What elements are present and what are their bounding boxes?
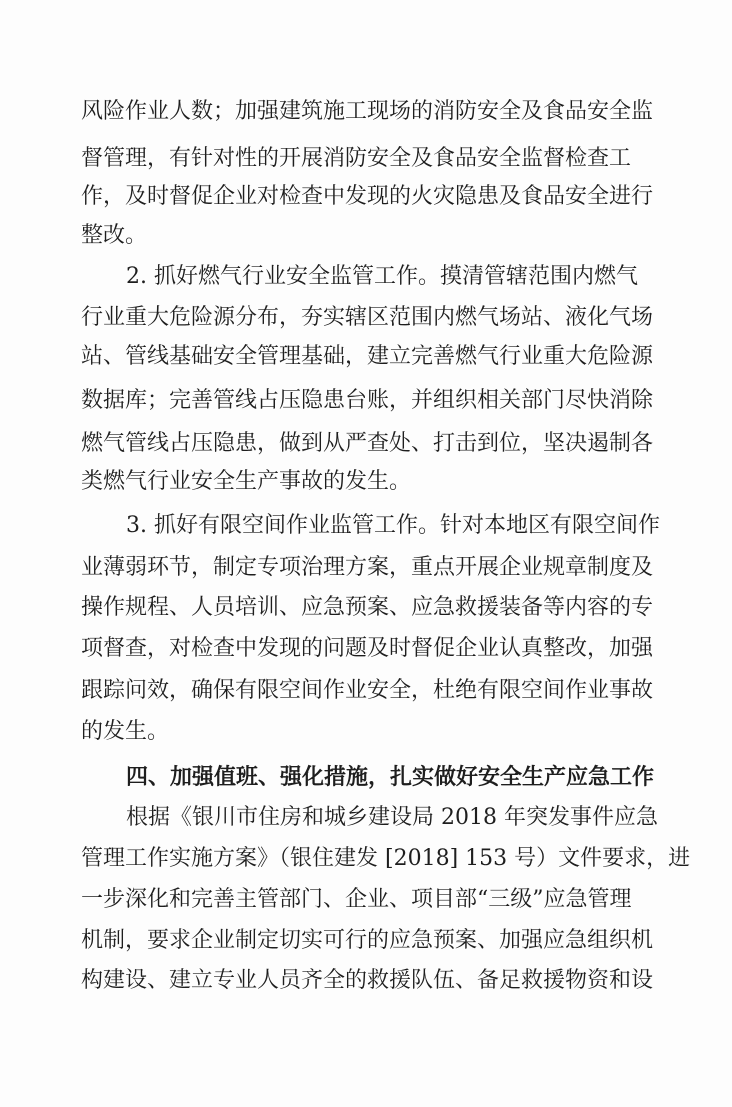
text-line: 整改。 <box>81 223 148 248</box>
text-line: 操作规程、人员培训、应急预案、应急救援装备等内容的专 <box>81 595 654 620</box>
text-line: 数据库；完善管线占压隐患台账，并组织相关部门尽快消除 <box>81 388 654 413</box>
text-line: 业薄弱环节，制定专项治理方案，重点开展企业规章制度及 <box>81 555 654 580</box>
section-heading: 四、加强值班、强化措施，扎实做好安全生产应急工作 <box>126 765 655 790</box>
text-line: 2. 抓好燃气行业安全监管工作。摸清管辖范围内燃气 <box>126 264 638 289</box>
text-line: 3. 抓好有限空间作业监管工作。针对本地区有限空间作 <box>126 513 660 538</box>
text-line: 督管理，有针对性的开展消防安全及食品安全监督检查工 <box>81 146 632 171</box>
text-line: 站、管线基础安全管理基础，建立完善燃气行业重大危险源 <box>81 344 654 369</box>
text-line: 类燃气行业安全生产事故的发生。 <box>81 469 412 494</box>
text-line: 机制，要求企业制定切实可行的应急预案、加强应急组织机 <box>81 928 654 953</box>
text-line: 根据《银川市住房和城乡建设局 2018 年突发事件应急 <box>126 805 658 830</box>
text-line: 燃气管线占压隐患，做到从严查处、打击到位，坚决遏制各 <box>81 431 654 456</box>
text-line: 风险作业人数；加强建筑施工现场的消防安全及食品安全监 <box>81 99 654 124</box>
text-line: 构建设、建立专业人员齐全的救援队伍、备足救援物资和设 <box>81 968 654 993</box>
text-line: 项督查，对检查中发现的问题及时督促企业认真整改，加强 <box>81 636 654 661</box>
text-line: 行业重大危险源分布，夯实辖区范围内燃气场站、液化气场 <box>81 305 654 330</box>
text-line: 一步深化和完善主管部门、企业、项目部“三级”应急管理 <box>81 887 632 912</box>
text-line: 的发生。 <box>81 719 170 744</box>
text-line: 管理工作实施方案》（银住建发 [2018] 153 号）文件要求，进 <box>81 846 691 871</box>
text-line: 跟踪问效，确保有限空间作业安全，杜绝有限空间作业事故 <box>81 678 654 703</box>
text-line: 作，及时督促企业对检查中发现的火灾隐患及食品安全进行 <box>81 184 654 209</box>
